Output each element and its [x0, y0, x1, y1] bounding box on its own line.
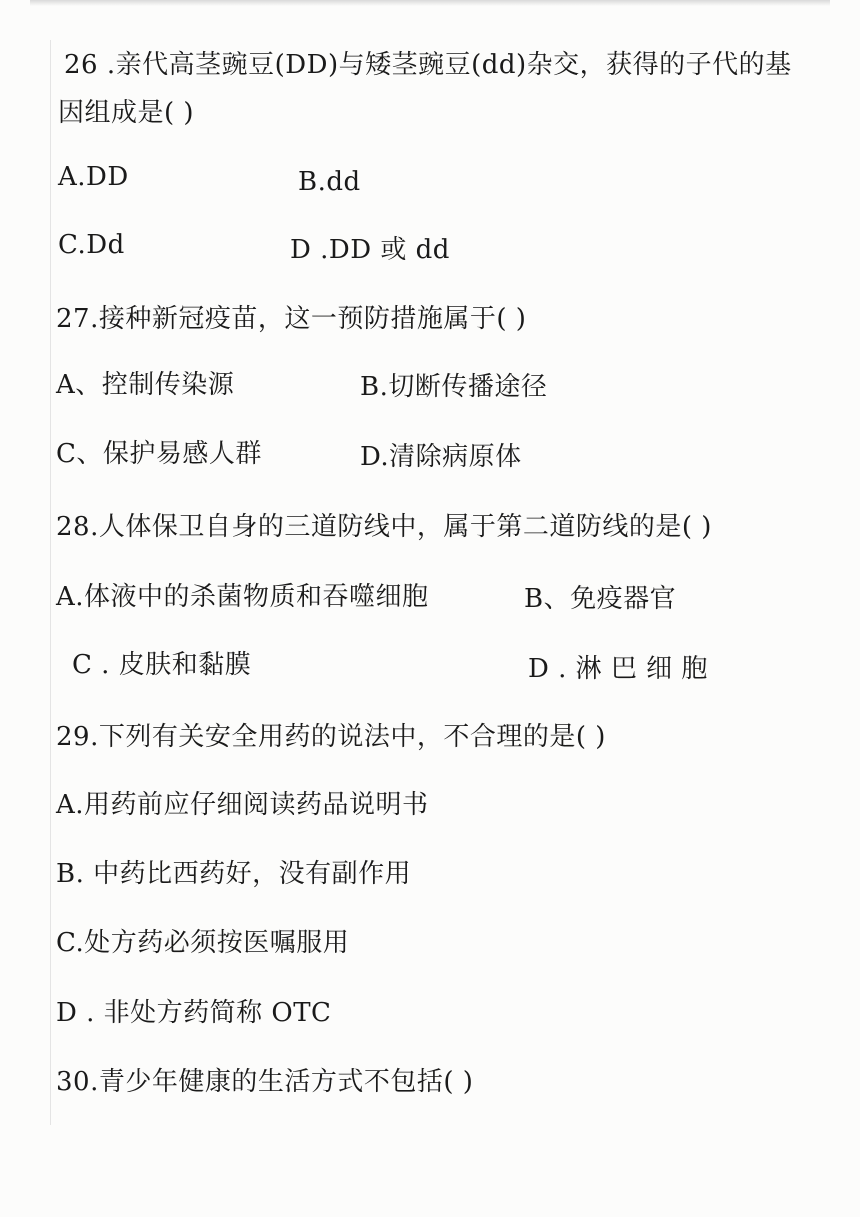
q28-stem: 28.人体保卫自身的三道防线中，属于第二道防线的是( ) — [56, 512, 712, 542]
q29-stem: 29.下列有关安全用药的说法中，不合理的是( ) — [56, 722, 606, 752]
q26-option-d: D .DD 或 dd — [290, 235, 450, 265]
q27-option-b: B.切断传播途径 — [360, 372, 548, 402]
margin-rule — [50, 40, 51, 1125]
q26-option-b: B.dd — [298, 167, 361, 197]
scan-top-edge — [30, 0, 830, 6]
q30-stem: 30.青少年健康的生活方式不包括( ) — [56, 1067, 474, 1097]
q27-stem: 27.接种新冠疫苗，这一预防措施属于( ) — [56, 304, 527, 334]
q27-option-a: A、控制传染源 — [56, 370, 235, 400]
q28-option-a: A.体液中的杀菌物质和吞噬细胞 — [56, 582, 429, 612]
q29-option-c: C.处方药必须按医嘱服用 — [56, 928, 350, 958]
q26-option-c: C.Dd — [58, 230, 125, 260]
q29-option-b: B. 中药比西药好，没有副作用 — [56, 859, 412, 889]
q27-option-d: D.清除病原体 — [360, 442, 522, 472]
q29-option-a: A.用药前应仔细阅读药品说明书 — [56, 790, 429, 820]
q28-option-b: B、免疫器官 — [524, 584, 677, 614]
q27-option-c: C、保护易感人群 — [56, 439, 262, 469]
q26-stem-line1: 26 .亲代高茎豌豆(DD)与矮茎豌豆(dd)杂交，获得的子代的基 — [64, 50, 792, 80]
q28-option-c: C . 皮肤和黏膜 — [72, 650, 252, 680]
q26-stem-line2: 因组成是( ) — [58, 98, 195, 128]
q29-option-d: D . 非处方药简称 OTC — [56, 998, 332, 1028]
q26-option-a: A.DD — [58, 162, 129, 192]
q28-option-d: D . 淋 巴 细 胞 — [528, 654, 708, 684]
